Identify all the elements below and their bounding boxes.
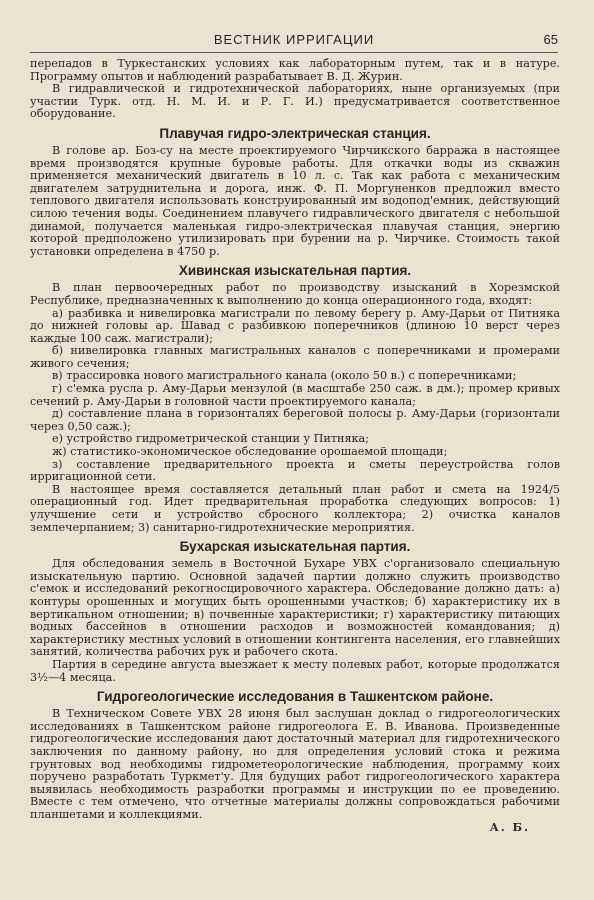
khiva-list-item: а) разбивка и нивелировка магистрали по левому берегу р. Аму-Дарьи от Питняка до нижней головы ар. Шавад с разбивкою поперечников (длиною 10 верст через каждые 100 саж. магистрали); (30, 306, 560, 345)
author-signature: А. Б. (489, 820, 530, 835)
khiva-list-item: в) трассировка нового магистрального канала (около 50 в.) с поперечниками; (52, 369, 517, 383)
floating-station-paragraph: В голове ар. Боз-су на месте проектируемого Чирчикского барража в настоящее время производятся крупные буровые работы. Для откачки воды из скважин применяется механический двигатель в 10 л. с. Так как работа с механическим двигателем затруднительна и дорога, инж. Ф. П. Моргуненков предложил вместо теплового двигателя использовать конструированный им водопод'емник, действующий силою течения воды. Соединением плавучего гидравлического двигателя с небольшой динамой, получается маленькая гидро-электрическая плавучая станция, энергию которой предположено утилизировать при бурении на р. Чирчике. Стоимость такой установки определена в 4750 р. (30, 143, 560, 258)
khiva-closing-paragraph: В настоящее время составляется детальный план работ и смета на 1924/5 операционный год. Идет предварительная проработка следующих вопросов: 1) улучшение сети и устройство сбросного коллектора; 2) очистка каналов землечерпанием; 3) санитарно-гидротехнические мероприятия. (30, 482, 560, 534)
bukhara-paragraph-2: Партия в середине августа выезжает к месту полевых работ, которые продолжатся 3½—4 месяца. (30, 657, 560, 684)
intro-paragraph-1: перепадов в Туркестанских условиях как лабораторным путем, так и в натуре. Программу опытов и наблюдений разрабатывает В. Д. Журин. (30, 57, 560, 83)
khiva-intro-paragraph: В план первоочередных работ по производству изысканий в Хорезмской Республике, предназначенных к выполнению до конца операционного года, входят: (30, 281, 560, 307)
khiva-list-item: ж) статистико-экономическое обследование орошаемой площади; (52, 445, 448, 459)
khiva-list-item: е) устройство гидрометрической станции у Питняка; (52, 432, 369, 446)
running-title: ВЕСТНИК ИРРИГАЦИИ (213, 32, 375, 47)
page-header (30, 30, 558, 53)
hydrogeology-paragraph: В Техническом Совете УВХ 28 июня был заслушан доклад о гидрогеологических исследованиях в Ташкентском районе гидрогеолога Е. В. Иванова. Произведенные гидрогеологические исследования дают достаточный материал для гидротехнического заключения по данному району, но для определения условий стока и режима грунтовых вод необходимы гидрометеорологические наблюдения, программу коих поручено разработать Туркмет'у. Для будущих работ гидрогеологического характера выявилась необходимость разработки программы и инструкции по ее проведению. Вместе с тем отмечено, что отчетные материалы должны сопровождаться рабочими планшетами и коллекциями. (30, 707, 560, 821)
section-heading-khiva-party: Хивинская изыскательная партия. (178, 263, 412, 279)
article-body (30, 58, 560, 834)
page-number: 65 (543, 32, 558, 47)
intro-paragraph-2: В гидравлической и гидротехнической лабораториях, ныне организуемых (при участии Турк. отд. Н. М. И. и Р. Г. И.) предусматривается соответственное оборудование. (30, 82, 560, 121)
khiva-list-item: д) составление плана в горизонталях береговой полосы р. Аму-Дарьи (горизонтали через 0,50 саж.); (30, 407, 560, 433)
section-heading-floating-station: Плавучая гидро-электрическая станция. (159, 125, 431, 141)
khiva-list-item: г) с'емка русла р. Аму-Дарьи мензулой (в масштабе 250 саж. в дм.); промер кривых сечений р. Аму-Дарьи в головной части проектируемого канала; (30, 382, 560, 408)
khiva-list-item: з) составление предварительного проекта и сметы переустройства голов ирригационной сети. (30, 457, 560, 484)
bukhara-paragraph-1: Для обследования земель в Восточной Бухаре УВХ с'организовало специальную изыскательную партию. Основной задачей партии должно служить производство с'емок и исследований рекогносцировочного характера. Обследование должно дать: а) контуры орошенных и могущих быть орошенными участков; б) характеристику их в вертикальном отношении; в) почвенные характеристики; г) характеристику питающих водных бассейнов в отношении расходов и возможностей командования; д) характеристику местных условий в отношении контингента населения, его главнейших занятий, количества рабочих рук и рабочего скота. (30, 557, 560, 659)
section-heading-bukhara-party: Бухарская изыскательная партия. (179, 539, 411, 555)
section-heading-hydrogeology: Гидрогеологические исследования в Ташкентском районе. (96, 689, 494, 705)
khiva-list-item: б) нивелировка главных магистральных каналов с поперечниками и промерами живого сечения; (30, 344, 560, 370)
